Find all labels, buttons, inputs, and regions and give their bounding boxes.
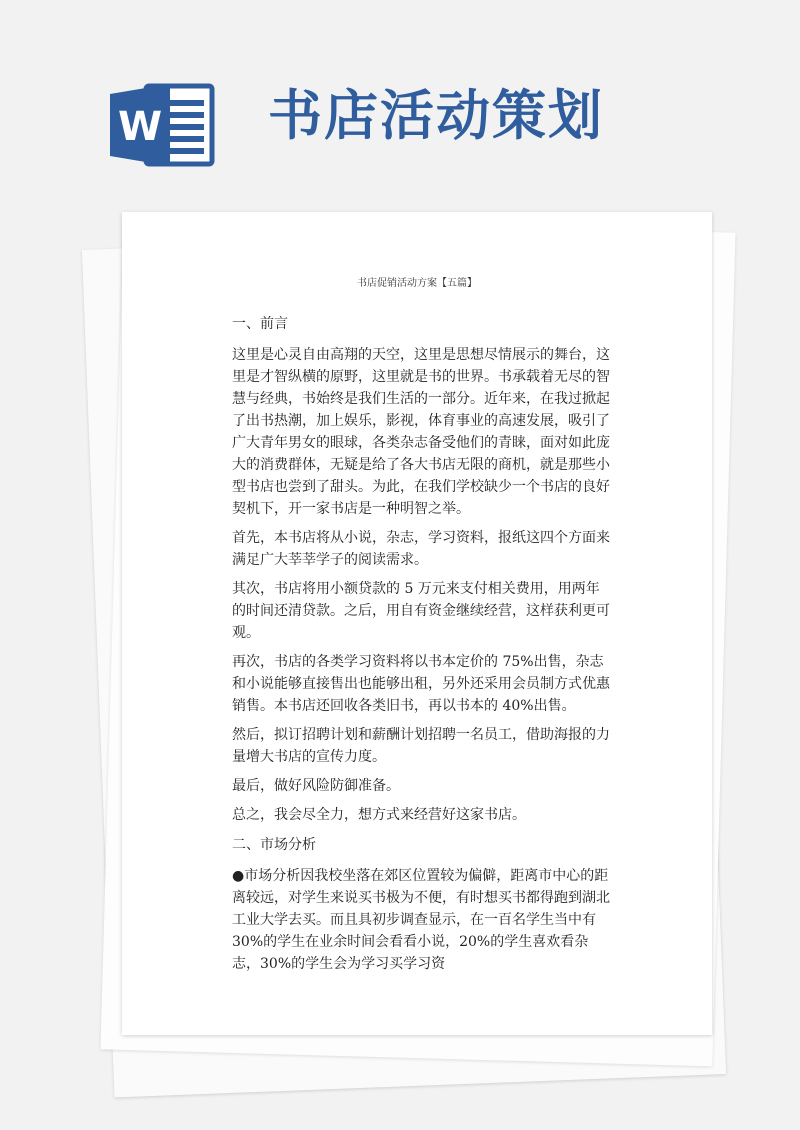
document-body [232,312,612,982]
paragraph: 总之，我会尽全力，想方式来经营好这家书店。 [232,807,526,823]
paragraph: 首先，本书店将从小说，杂志，学习资料，报纸这四个方面来满足广大莘莘学子的阅读需求。 [232,530,610,568]
word-icon-letter: W [117,104,163,150]
word-icon-graphic [108,80,216,170]
document-header: 书店促销活动方案【五篇】 [357,278,477,289]
word-document-icon [108,80,216,170]
paragraph: 最后，做好风险防御准备。 [232,778,400,794]
section-heading-market-analysis: 二、市场分析 [232,837,316,853]
paragraph: ●市场分析因我校坐落在郊区位置较为偏僻，距离市中心的距离较远，对学生来说买书极为不便，有时想买书都得跑到湖北工业大学去买。而且具初步调查显示，在一百名学生当中有 30%的学生在业余时间会看看小说，20%的学生喜欢看杂志，30%的学生会为学习买学习资 [232,868,610,972]
banner-title: 书店活动策划 [268,84,604,147]
paragraph: 然后，拟订招聘计划和薪酬计划招聘一名员工，借助海报的力量增大书店的宣传力度。 [232,727,610,765]
document-page [122,212,712,1035]
paragraph: 其次，书店将用小额贷款的 5 万元来支付相关费用，用两年的时间还清贷款。之后，用自有资金继续经营，这样获利更可观。 [232,581,610,641]
section-heading-preface: 一、前言 [232,316,288,332]
paragraph: 再次，书店的各类学习资料将以书本定价的 75%出售，杂志和小说能够直接售出也能够出租，另外还采用会员制方式优惠销售。本书店还回收各类旧书，再以书本的 40%出售。 [232,654,610,714]
paragraph: 这里是心灵自由高翔的天空，这里是思想尽情展示的舞台，这里是才智纵横的原野，这里就是书的世界。书承载着无尽的智慧与经典，书始终是我们生活的一部分。近年来，在我过掀起了出书热潮，加上娱乐，影视，体育事业的高速发展，吸引了广大青年男女的眼球，各类杂志备受他们的青睐，面对如此庞大的消费群体，无疑是给了各大书店无限的商机，就是那些小型书店也尝到了甜头。为此，在我们学校缺少一个书店的良好契机下，开一家书店是一种明智之举。 [232,347,610,517]
